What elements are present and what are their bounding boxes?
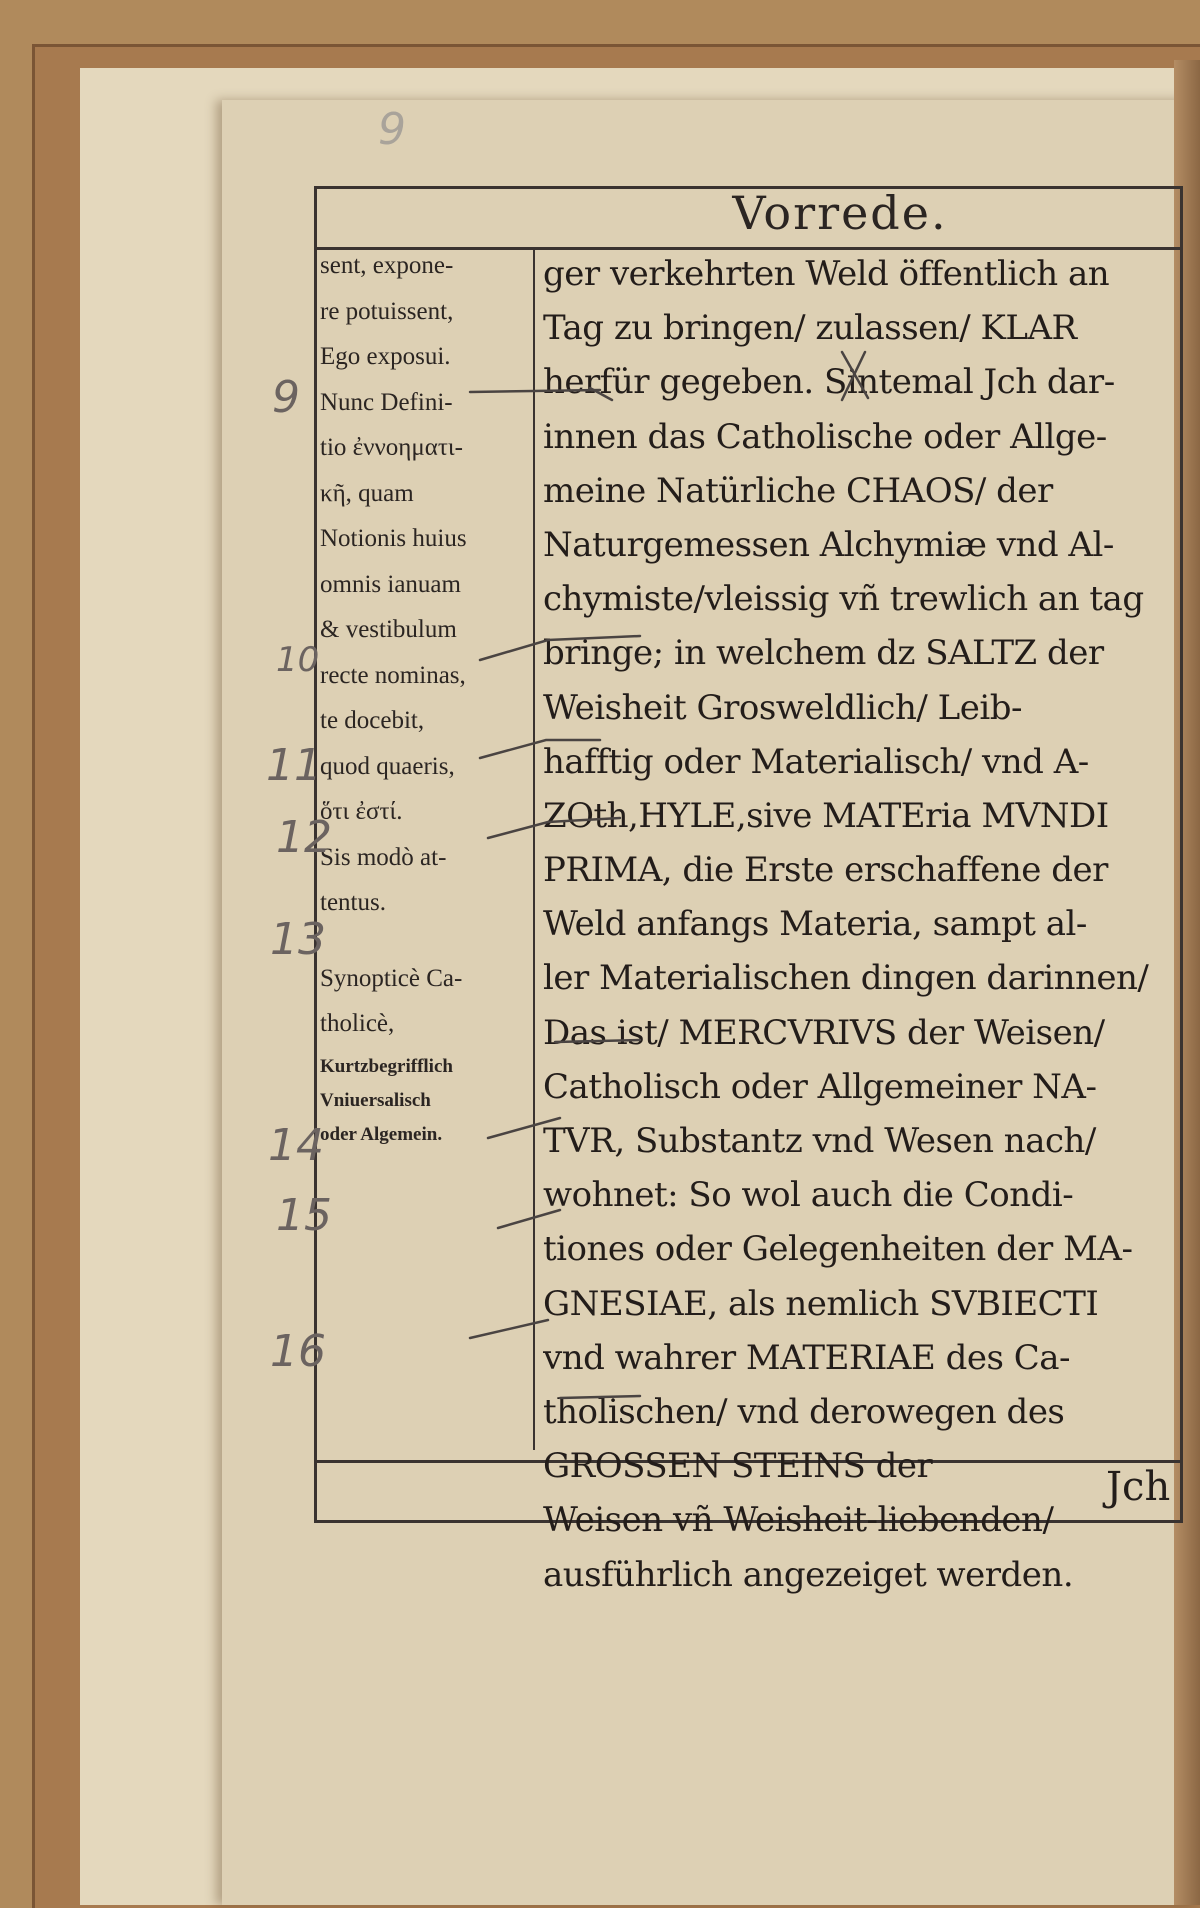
marginal-line: Ego exposui.	[320, 343, 451, 370]
marginal-line: sent, expone-	[320, 252, 454, 279]
text-line: Catholisch oder Allgemeiner NA-	[543, 1066, 1097, 1107]
text-line: ZOth,HYLE,sive MATEria MVNDI	[543, 795, 1109, 836]
pencil-number: 12	[276, 812, 332, 863]
annotation-line	[498, 1210, 560, 1228]
marginal-line: oder Algemein.	[320, 1123, 443, 1145]
text-line: tiones oder Gelegenheiten der MA-	[543, 1229, 1133, 1270]
text-line: Tag zu bringen/ zulassen/ KLAR	[543, 308, 1077, 349]
pencil-number: 9	[272, 372, 300, 423]
marginal-line: quod quaeris,	[320, 752, 455, 780]
annotation-line	[480, 740, 600, 758]
pencil-number: 14	[268, 1120, 324, 1171]
text-line: ausführlich angezeiget werden.	[543, 1554, 1074, 1595]
marginal-line: recte nominas,	[320, 661, 466, 689]
marginal-line: omnis ianuam	[320, 570, 461, 598]
pencil-number: 16	[270, 1326, 326, 1377]
marginal-line: ὅτι ἐστί.	[320, 798, 403, 825]
text-line: ler Materialischen dingen darinnen/	[543, 958, 1149, 999]
marginal-line: Notionis huius	[320, 525, 467, 552]
annotation-line	[555, 1040, 640, 1042]
text-line: Weisheit Grosweldlich/ Leib-	[543, 687, 1022, 728]
marginal-line: tentus.	[320, 889, 386, 916]
annotation-line	[480, 636, 640, 660]
text-line: Weisen vñ Weisheit-liebenden/	[543, 1500, 1054, 1541]
marginal-line: κῆ, quam	[320, 479, 414, 507]
text-line: wohnet: So wol auch die Condi-	[543, 1175, 1074, 1216]
pencil-number: 10	[276, 640, 320, 680]
annotation-line	[470, 1320, 548, 1338]
marginal-line: Vniuersalisch	[320, 1089, 431, 1111]
text-line: GNESIAE, als nemlich SVBIECTI	[543, 1283, 1099, 1324]
text-line: GROSSEN STEINS der	[543, 1446, 933, 1487]
pencil-number: 11	[266, 740, 322, 791]
text-line: meine Natürliche CHAOS/ der	[543, 470, 1053, 511]
running-head: Vorrede.	[732, 186, 948, 240]
text-line: herfür gegeben. Sintemal Jch dar-	[543, 362, 1115, 403]
annotation-line	[488, 818, 620, 838]
text-line: chymiste/vleissig vñ trewlich an tag	[543, 579, 1144, 620]
text-line: TVR, Substantz vnd Wesen nach/	[543, 1121, 1096, 1161]
text-line: PRIMA, die Erste erschaffene der	[543, 850, 1108, 891]
marginal-line: & vestibulum	[320, 616, 457, 643]
text-line: vnd wahrer MATERIAE des Ca-	[543, 1337, 1071, 1378]
text-line: Naturgemessen Alchymiæ vnd Al-	[543, 524, 1114, 565]
marginal-line: Synopticè Ca-	[320, 964, 463, 992]
text-line: tholischen/ vnd derowegen des	[543, 1391, 1065, 1432]
marginal-line: tholicè,	[320, 1010, 395, 1037]
text-line: Weld anfangs Materia, sampt al-	[543, 904, 1087, 945]
marginal-line: te docebit,	[320, 707, 425, 734]
text-line: ger verkehrten Weld öffentlich an	[543, 254, 1110, 294]
annotation-line	[488, 1118, 560, 1138]
text-line: Das ist/ MERCVRIVS der Weisen/	[543, 1012, 1105, 1053]
text-line: innen das Catholische oder Allge-	[543, 416, 1107, 457]
marginal-line: re potuissent,	[320, 297, 454, 325]
marginal-line: Sis modò at-	[320, 843, 447, 871]
annotation-line	[560, 1396, 640, 1398]
marginal-line: Kurtzbegrifflich	[320, 1055, 453, 1077]
pencil-number: 13	[270, 914, 326, 965]
catchword: Jch	[1106, 1464, 1171, 1510]
pencil-folio-number: 9	[378, 104, 406, 155]
marginal-line: Nunc Defini-	[320, 388, 453, 416]
pencil-number: 15	[276, 1190, 332, 1241]
marginal-line: tio ἐννοηματι-	[320, 434, 463, 461]
text-line: bringe; in welchem dz SALTZ der	[543, 633, 1104, 674]
annotation-line	[470, 390, 600, 392]
text-line: hafftig oder Materialisch/ vnd A-	[543, 741, 1089, 782]
